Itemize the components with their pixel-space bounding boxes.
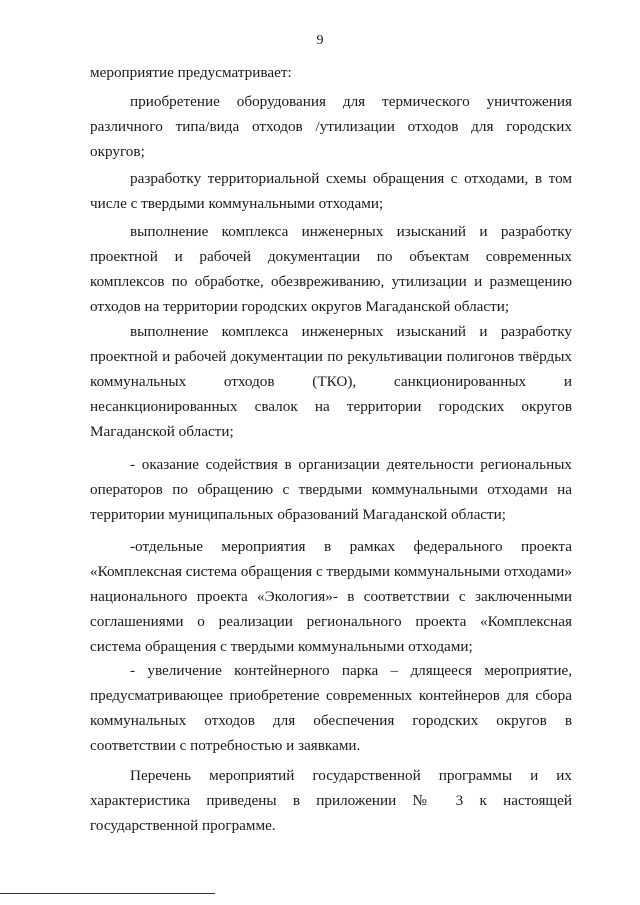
footer-divider [0, 893, 215, 894]
paragraph-engineering-surveys: выполнение комплекса инженерных изысканий и разработку проектной и рабочей документации по объектам современных комплексов по обработке, обезвреживанию, утилизации и размещению отходов на территории городских округов Магаданской области; [90, 223, 572, 315]
paragraph-intro: мероприятие предусматривает: [90, 64, 292, 81]
paragraph-equipment: приобретение оборудования для термического уничтожения различного типа/вида отходов /утилизации отходов для городских округов; [90, 93, 572, 160]
paragraph-federal-project: -отдельные мероприятия в рамках федерального проекта «Комплексная система обращения с твердыми коммунальными отходами» национального проекта «Экология»- в соответствии с заключенными соглашениями о реализации регионального проекта «Комплексная система обращения с твердыми коммунальными отходами; [90, 538, 572, 655]
paragraph-regional-operators: - оказание содействия в организации деятельности региональных операторов по обращению с твердыми коммунальными отходами на территории муниципальных образований Магаданской области; [90, 456, 572, 523]
paragraph-activity-list: Перечень мероприятий государственной программы и их характеристика приведены в приложении № 3 к настоящей государственной программе. [90, 767, 572, 834]
page-number: 9 [316, 33, 324, 48]
paragraph-container-park: - увеличение контейнерного парка – длящееся мероприятие, предусматривающее приобретение современных контейнеров для сбора коммунальных отходов для обеспечения городских округов в соответствии с потребностью и заявками. [90, 662, 572, 754]
paragraph-reclamation: выполнение комплекса инженерных изысканий и разработку проектной и рабочей документации по рекультивации полигонов твёрдых коммунальных отходов (ТКО), санкционированных и несанкционированных свалок на территории городских округов Магаданской области; [90, 323, 572, 440]
paragraph-territorial-scheme: разработку территориальной схемы обращения с отходами, в том числе с твердыми коммунальными отходами; [90, 170, 572, 212]
